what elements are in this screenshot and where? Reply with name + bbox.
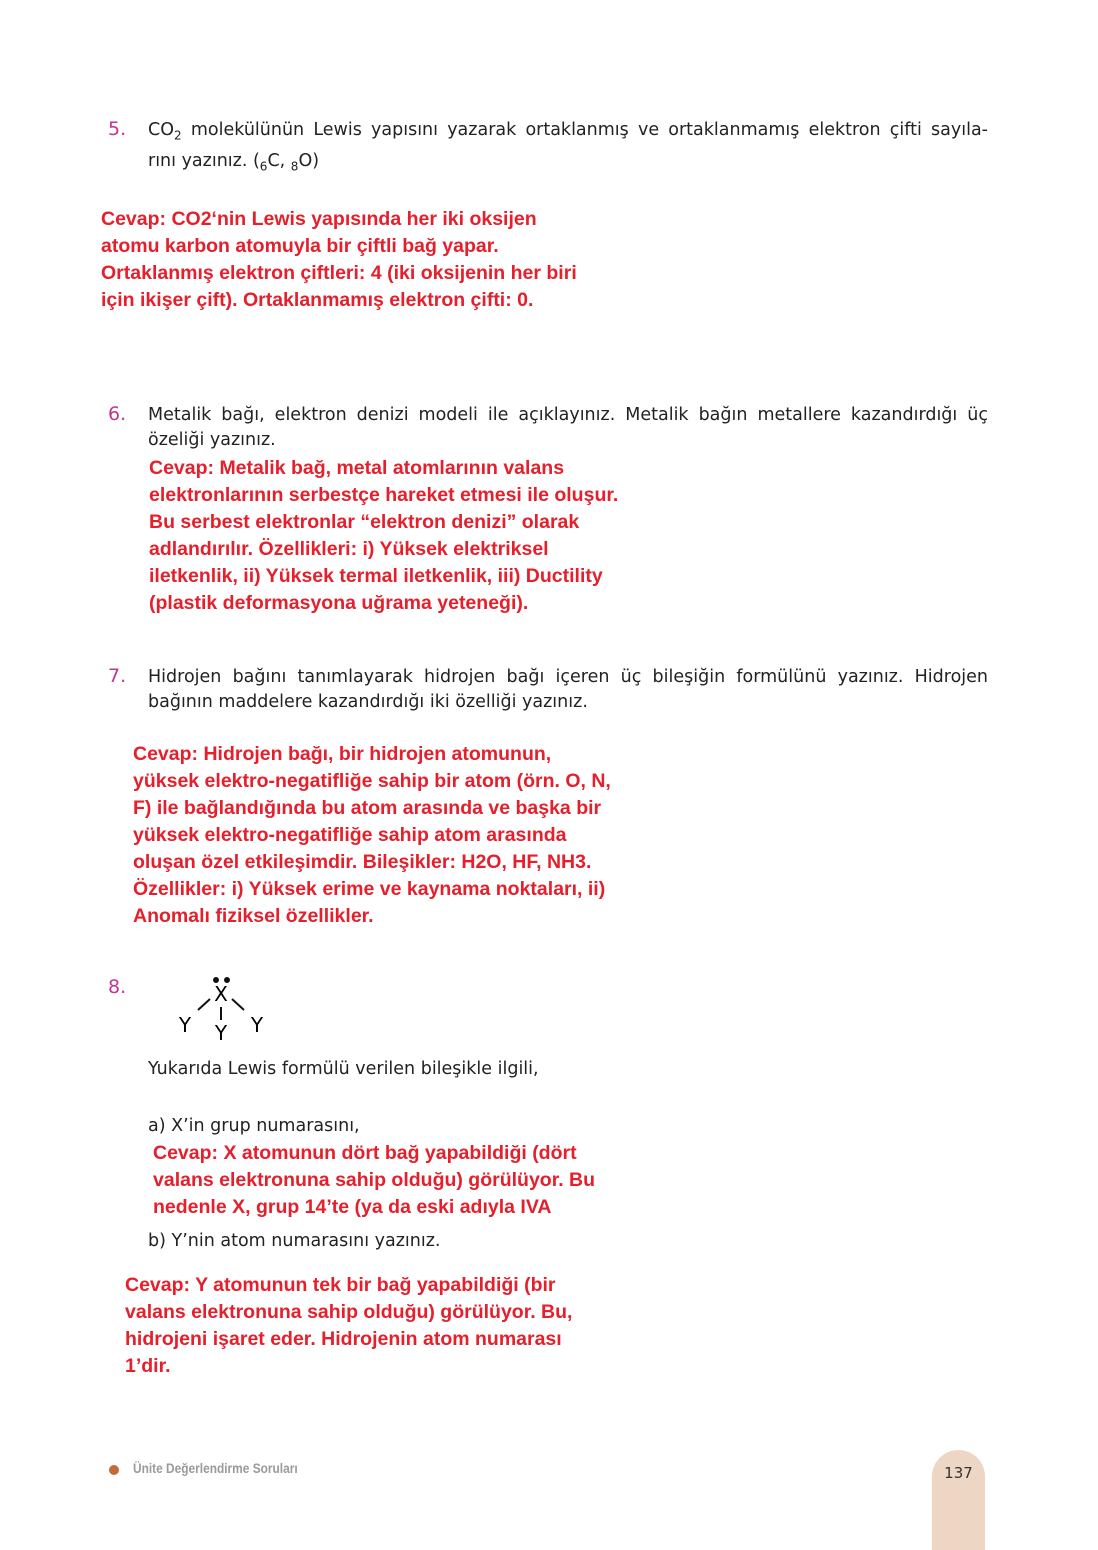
answer-6: Cevap: Metalik bağ, metal atomlarının valans elektronlarının serbestçe hareket etmesi ile oluşur. Bu serbest elektronlar “elektron denizi” olarak adlandırılır. Özellikleri: i) Yüksek elektriksel iletkenlik, ii) Yüksek termal iletkenlik, iii) Ductility (plastik deformasyona uğrama yeteneği).	[149, 457, 619, 614]
bond-line	[198, 999, 210, 1010]
question-8a: a) X’in grup numarasını,	[148, 1116, 360, 1136]
atom-y-left: Y	[178, 1013, 192, 1037]
bond-line	[232, 999, 244, 1010]
question-8-intro: Yukarıda Lewis formülü verilen bileşikle ilgili,	[148, 1059, 539, 1079]
page-number: 137	[944, 1464, 973, 1482]
question-number-6: 6.	[108, 403, 127, 425]
atom-y-right: Y	[250, 1013, 264, 1037]
atom-y-bottom: Y	[214, 1021, 228, 1045]
footer-section-title: Ünite Değerlendirme Soruları	[133, 1460, 298, 1476]
question-8b: b) Y’nin atom numarasını yazınız.	[148, 1231, 441, 1251]
question-number-5: 5.	[108, 118, 127, 140]
footer-bullet-icon	[109, 1465, 119, 1475]
question-number-8: 8.	[108, 976, 127, 998]
question-5-text: $CO_2$ molekülünün Lewis yapısını yazarak ortaklanmış ve ortaklanmamış elektron çifti sayıla- rını yazınız. ($_6C$, $_8$O)	[148, 120, 988, 173]
atom-x: X	[214, 982, 228, 1006]
answer-8a: Cevap: X atomunun dört bağ yapabildiği (dört valans elektronuna sahip olduğu) görülüyor. Bu nedenle X, grup 14’te (ya da eski adıyla IVA	[153, 1142, 596, 1218]
answer-7: Cevap: Hidrojen bağı, bir hidrojen atomunun, yüksek elektro-negatifliğe sahip bir atom (örn. O, N, F) ile bağlandığında bu atom arasında ve başka bir yüksek elektro-negatifliğe sahip atom arasında oluşan özel etkileşimdir. Bileşikler: H2O, HF, NH3. Özellikler: i) Yüksek erime ve kaynama noktaları, ii) Anomalı fiziksel özellikler.	[133, 743, 611, 927]
answer-8b: Cevap: Y atomunun tek bir bağ yapabildiği (bir valans elektronuna sahip olduğu) görülüyor. Bu, hidrojeni işaret eder. Hidrojenin atom numarası 1’dir.	[125, 1274, 573, 1377]
page-number-badge	[932, 1450, 985, 1550]
lewis-structure-diagram	[170, 970, 280, 1045]
question-7-text: Hidrojen bağını tanımlayarak hidrojen bağı içeren üç bileşiğin formülünü yazınız. Hidrojen bağının maddelere kazandırdığı iki özelliği yazınız.	[148, 667, 988, 712]
question-number-7: 7.	[108, 665, 127, 687]
answer-5: Cevap: CO2‘nin Lewis yapısında her iki oksijen atomu karbon atomuyla bir çiftli bağ yapar. Ortaklanmış elektron çiftleri: 4 (iki oksijenin her biri için ikişer çift). Ortaklanmamış elektron çifti: 0.	[101, 208, 577, 311]
question-6-text: Metalik bağı, elektron denizi modeli ile açıklayınız. Metalik bağın metallere kazandırdığı üç özeliği yazınız.	[148, 405, 988, 450]
